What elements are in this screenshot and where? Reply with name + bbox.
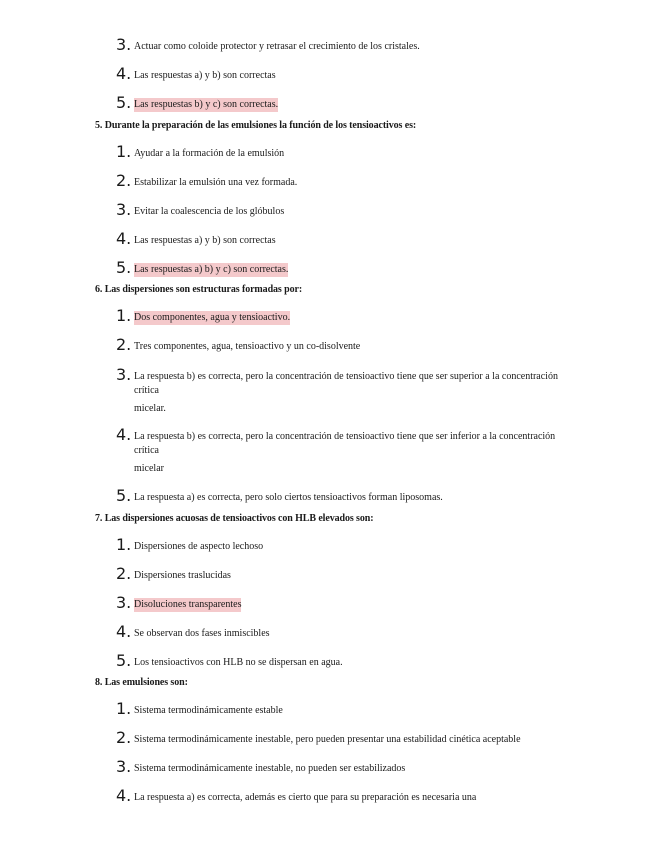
option-text: Dispersiones traslucidas (134, 570, 231, 581)
option-number: 3. (116, 593, 132, 612)
option-text: La respuesta b) es correcta, pero la concentración de tensioactivo tiene que ser inferior a la concentración crítica (134, 431, 556, 456)
option-number: 1. (116, 535, 132, 554)
option-continuation: micelar (134, 463, 164, 474)
option-text: Sistema termodinámicamente inestable, no pueden ser estabilizados (134, 763, 406, 774)
option-text: La respuesta a) es correcta, pero solo ciertos tensioactivos forman liposomas. (134, 492, 443, 503)
option-number: 5. (116, 258, 132, 277)
option-continuation: micelar. (134, 403, 166, 414)
option-text: Estabilizar la emulsión una vez formada. (134, 177, 298, 188)
option-text-highlighted: Las respuestas a) b) y c) son correctas. (134, 264, 289, 275)
question-5-title: 5. Durante la preparación de las emulsiones la función de los tensioactivos es: (95, 120, 417, 131)
option-text-highlighted: Dos componentes, agua y tensioactivo. (134, 312, 291, 323)
option-text: Los tensioactivos con HLB no se dispersan en agua. (134, 657, 343, 668)
option-number: 5. (116, 651, 132, 670)
option-text: Sistema termodinámicamente inestable, pero pueden presentar una estabilidad cinética aceptable (134, 734, 521, 745)
option-text: Evitar la coalescencia de los glóbulos (134, 206, 285, 217)
option-number: 4. (116, 622, 132, 641)
option-number: 2. (116, 564, 132, 583)
option-text: Ayudar a la formación de la emulsión (134, 148, 285, 159)
option-text: Sistema termodinámicamente estable (134, 705, 283, 716)
option-text: La respuesta a) es correcta, además es cierto que para su preparación es necesaria una (134, 792, 477, 803)
option-text: Las respuestas a) y b) son correctas (134, 70, 276, 81)
option-number: 4. (116, 786, 132, 805)
option-number: 1. (116, 142, 132, 161)
question-8-title: 8. Las emulsiones son: (95, 677, 188, 688)
option-number: 4. (116, 229, 132, 248)
option-number: 3. (116, 200, 132, 219)
question-7-title: 7. Las dispersiones acuosas de tensioactivos con HLB elevados son: (95, 513, 374, 524)
option-number: 1. (116, 306, 132, 325)
option-number: 3. (116, 365, 132, 384)
option-number: 3. (116, 35, 132, 54)
option-number: 2. (116, 335, 132, 354)
option-number: 5. (116, 486, 132, 505)
option-number: 4. (116, 425, 132, 444)
option-number: 2. (116, 171, 132, 190)
option-text: La respuesta b) es correcta, pero la concentración de tensioactivo tiene que ser superior a la concentración crítica (134, 371, 558, 396)
question-6-title: 6. Las dispersiones son estructuras formadas por: (95, 284, 303, 295)
option-text: Se observan dos fases inmiscibles (134, 628, 270, 639)
option-text: Tres componentes, agua, tensioactivo y un co-disolvente (134, 341, 361, 352)
option-number: 1. (116, 699, 132, 718)
option-text-highlighted: Las respuestas b) y c) son correctas. (134, 99, 279, 110)
option-number: 2. (116, 728, 132, 747)
option-text-highlighted: Disoluciones transparentes (134, 599, 242, 610)
option-text: Actuar como coloide protector y retrasar el crecimiento de los cristales. (134, 41, 420, 52)
option-number: 5. (116, 93, 132, 112)
option-number: 3. (116, 757, 132, 776)
option-text: Dispersiones de aspecto lechoso (134, 541, 264, 552)
option-number: 4. (116, 64, 132, 83)
option-text: Las respuestas a) y b) son correctas (134, 235, 276, 246)
